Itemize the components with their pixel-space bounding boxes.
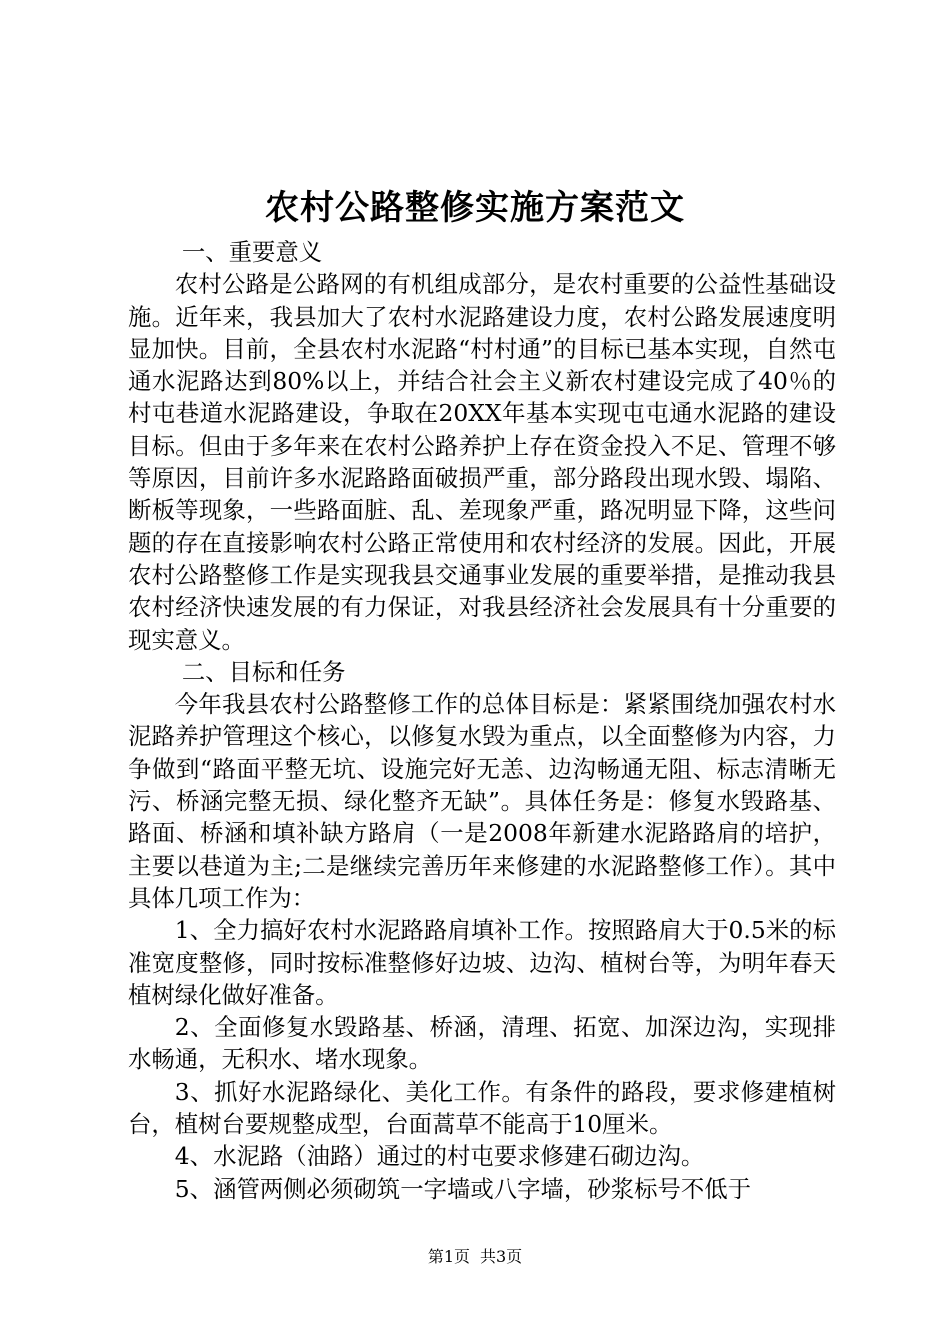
section-heading-goals: 二、目标和任务 [181, 657, 346, 686]
task-item-1: 1、全力搞好农村水泥路路肩填补工作。按照路肩大于0.5米的标准宽度整修，同时按标准整修好边坡、边沟、植树台等，为明年春天植树绿化做好准备。 [128, 916, 836, 1009]
document-title: 农村公路整修实施方案范文 [265, 188, 685, 228]
paragraph-goals: 今年我县农村公路整修工作的总体目标是：紧紧围绕加强农村水泥路养护管理这个核心，以修复水毁为重点，以全面整修为内容，力争做到“路面平整无坑、设施完好无恙、边沟畅通无阻、标志清晰无污、桥涵完整无损、绿化整齐无缺”。具体任务是：修复水毁路基、路面、桥涵和填补缺方路肩（一是2008年新建水泥路路肩的培护，主要以巷道为主;二是继续完善历年来修建的水泥路整修工作）。其中具体几项工作为： [128, 690, 836, 912]
task-item-2: 2、全面修复水毁路基、桥涵，清理、拓宽、加深边沟，实现排水畅通，无积水、堵水现象。 [128, 1013, 836, 1074]
page-footer [0, 1245, 950, 1269]
task-item-3: 3、抓好水泥路绿化、美化工作。有条件的路段，要求修建植树台，植树台要规整成型，台面蒿草不能高于10厘米。 [128, 1077, 836, 1139]
paragraph-significance: 农村公路是公路网的有机组成部分，是农村重要的公益性基础设施。近年来，我县加大了农村水泥路建设力度，农村公路发展速度明显加快。目前，全县农村水泥路“村村通”的目标已基本实现，自然屯通水泥路达到80%以上，并结合社会主义新农村建设完成了40％的村屯巷道水泥路建设，争取在20XX年基本实现屯屯通水泥路的建设目标。但由于多年来在农村公路养护上存在资金投入不足、管理不够等原因，目前许多水泥路路面破损严重，部分路段出现水毁、塌陷、断板等现象，一些路面脏、乱、差现象严重，路况明显下降，这些问题的存在直接影响农村公路正常使用和农村经济的发展。因此，开展农村公路整修工作是实现我县交通事业发展的重要举措，是推动我县农村经济快速发展的有力保证，对我县经济社会发展具有十分重要的现实意义。 [128, 270, 836, 654]
document-body [128, 236, 836, 1205]
page-total: 共3页 [480, 1247, 523, 1266]
task-item-5: 5、涵管两侧必须砌筑一字墙或八字墙，砂浆标号不低于 [174, 1174, 752, 1203]
task-item-4: 4、水泥路（油路）通过的村屯要求修建石砌边沟。 [174, 1142, 705, 1171]
section-heading-significance: 一、重要意义 [181, 238, 323, 266]
page-number: 第1页 [427, 1247, 470, 1266]
